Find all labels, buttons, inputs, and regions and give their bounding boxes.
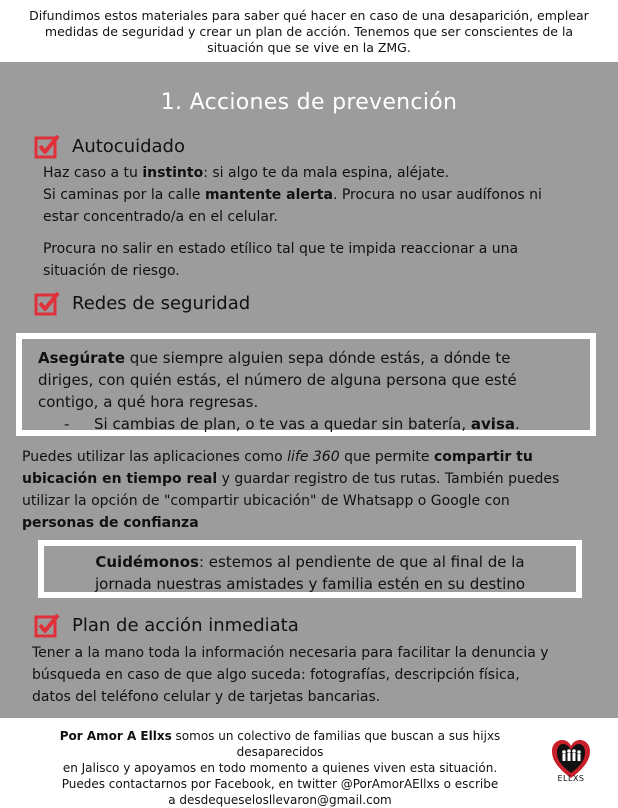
highlight-box-cuidemonos: Cuidémonos: estemos al pendiente de que al final de la jornada nuestras amistades y familia estén en su destino [38, 540, 582, 598]
highlight-box-asegurate: Asegúrate que siempre alguien sepa dónde estás, a dónde te diriges, con quién estás, el número de alguna persona que esté contigo, a qué hora regresas. - Si cambias de plan, o te vas a quedar sin batería, avisa. [16, 333, 596, 436]
page-title: 1. Acciones de prevención [160, 90, 458, 115]
section-title: Redes de seguridad [72, 292, 251, 314]
apps-paragraph: Puedes utilizar las aplicaciones como life 360 que permite compartir tu ubicación en tiempo real y guardar registro de tus rutas. También puedes utilizar la opción de "compartir ubicación" de Whatsapp o Google con personas de confianza [22, 449, 560, 531]
checkbox-checked-icon [34, 612, 60, 638]
section-title: Plan de acción inmediata [72, 614, 299, 636]
footer-text: Por Amor A Ellxs somos un colectivo de familias que buscan a sus hijxs desaparecidos en Jalisco y apoyamos en todo momento a quienes viven esta situación. Puedes contactarnos por Facebook, en twitter @PorAmorAEllxs o escribe a desdequeselosllevaron@gmail.com [59, 729, 501, 807]
section-title: Autocuidado [72, 135, 185, 157]
autocuidado-paragraph-2: Procura no salir en estado etílico tal que te impida reaccionar a una situación de riesgo. [43, 241, 519, 279]
section-autocuidado [34, 133, 185, 159]
checkbox-checked-icon [34, 133, 60, 159]
intro-line: Difundimos estos materiales para saber qué hacer en caso de una desaparición, emplear [29, 8, 589, 23]
intro-text [0, 0, 618, 62]
intro-line: situación que se vive en la ZMG. [207, 40, 411, 55]
section-plan [34, 612, 299, 638]
logo-text: ELLXS [557, 774, 585, 783]
autocuidado-paragraph-1: Haz caso a tu instinto: si algo te da mala espina, aléjate. Si caminas por la calle mantente alerta. Procura no usar audífonos ni estar concentrado/a en el celular. [43, 165, 542, 225]
section-redes [34, 290, 250, 316]
checkbox-checked-icon [34, 290, 60, 316]
intro-line: medidas de seguridad y crear un plan de acción. Tenemos que ser conscientes de la [44, 24, 574, 39]
footer [0, 718, 618, 807]
plan-paragraph: Tener a la mano toda la información necesaria para facilitar la denuncia y búsqueda en caso de que algo suceda: fotografías, descripción física, datos del teléfono celular y de tarjetas bancarias. [32, 645, 549, 705]
